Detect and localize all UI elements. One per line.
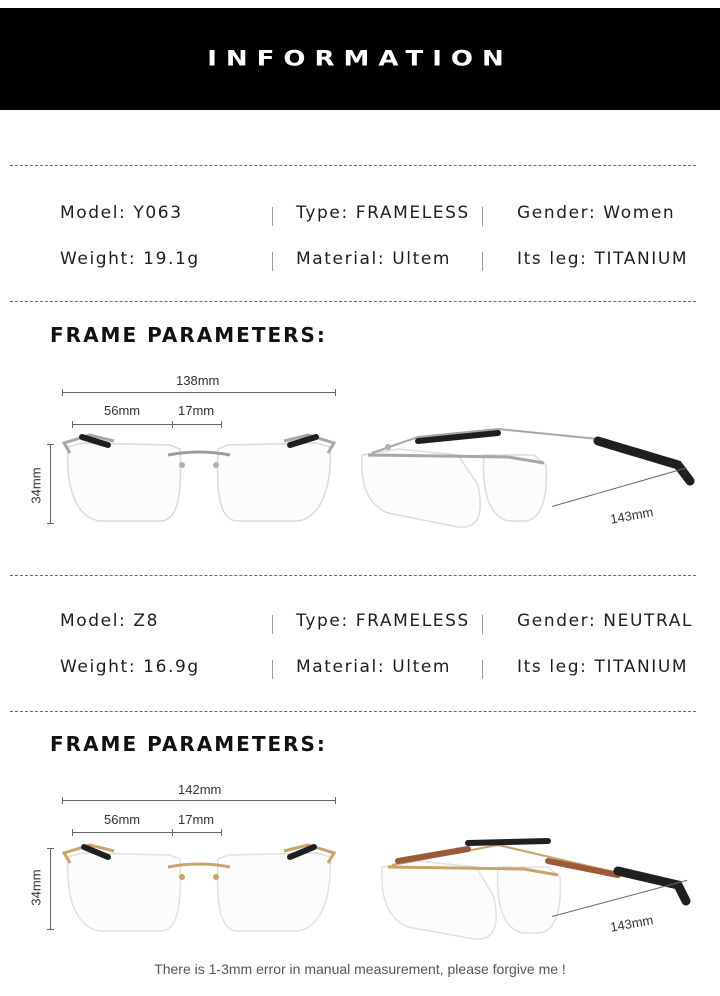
divider <box>10 575 696 576</box>
banner-title: INFORMATION <box>207 46 513 72</box>
column-separator <box>272 207 273 226</box>
section-title-frame-parameters: FRAME PARAMETERS: <box>50 732 327 756</box>
leg-value: TITANIUM <box>594 657 689 677</box>
gender-value: NEUTRAL <box>603 611 694 631</box>
dimension-bridge: 17mm <box>178 403 215 418</box>
spec-model: Model: Z8 <box>60 611 160 631</box>
spec-gender: Gender: NEUTRAL <box>517 611 694 631</box>
spec-weight: Weight: 16.9g <box>60 657 200 677</box>
dimension-line <box>72 832 222 833</box>
divider <box>10 301 696 302</box>
column-separator <box>482 615 483 634</box>
column-separator <box>272 252 273 271</box>
weight-value: 19.1g <box>143 249 200 269</box>
type-value: FRAMELESS <box>355 611 470 631</box>
dimension-bridge: 17mm <box>178 812 215 827</box>
spec-material: Material: Ultem <box>296 657 452 677</box>
dimension-temple-length: 143mm <box>609 912 655 935</box>
material-value: Ultem <box>392 657 452 677</box>
header-banner <box>0 8 720 110</box>
column-separator <box>272 615 273 634</box>
dimension-line <box>62 392 336 393</box>
weight-value: 16.9g <box>143 657 200 677</box>
model-value: Y063 <box>133 203 183 223</box>
dimension-total-width: 142mm <box>178 782 222 797</box>
glasses-front-image <box>60 425 340 535</box>
divider <box>10 711 696 712</box>
dimension-lens-width: 56mm <box>104 403 141 418</box>
dimension-line <box>62 800 336 801</box>
gender-value: Women <box>603 203 676 223</box>
divider <box>10 165 696 166</box>
column-separator <box>482 660 483 679</box>
glasses-front-image <box>60 835 340 945</box>
dimension-lens-height: 34mm <box>28 869 44 906</box>
spec-gender: Gender: Women <box>517 203 676 223</box>
column-separator <box>482 252 483 271</box>
spec-weight: Weight: 19.1g <box>60 249 200 269</box>
spec-type: Type: FRAMELESS <box>296 203 470 223</box>
material-value: Ultem <box>392 249 452 269</box>
column-separator <box>482 207 483 226</box>
dimension-lens-height: 34mm <box>28 467 44 504</box>
dimension-line <box>50 444 51 524</box>
spec-leg: Its leg: TITANIUM <box>517 657 689 677</box>
dimension-lens-width: 56mm <box>104 812 141 827</box>
spec-leg: Its leg: TITANIUM <box>517 249 689 269</box>
dimension-total-width: 138mm <box>176 373 220 388</box>
dimension-temple-length: 143mm <box>609 504 655 527</box>
leg-value: TITANIUM <box>594 249 689 269</box>
dimension-line <box>50 848 51 930</box>
spec-model: Model: Y063 <box>60 203 183 223</box>
measurement-disclaimer: There is 1-3mm error in manual measurement, please forgive me ! <box>154 961 566 977</box>
spec-type: Type: FRAMELESS <box>296 611 470 631</box>
spec-material: Material: Ultem <box>296 249 452 269</box>
column-separator <box>272 660 273 679</box>
type-value: FRAMELESS <box>355 203 470 223</box>
model-value: Z8 <box>133 611 160 631</box>
section-title-frame-parameters: FRAME PARAMETERS: <box>50 323 327 347</box>
